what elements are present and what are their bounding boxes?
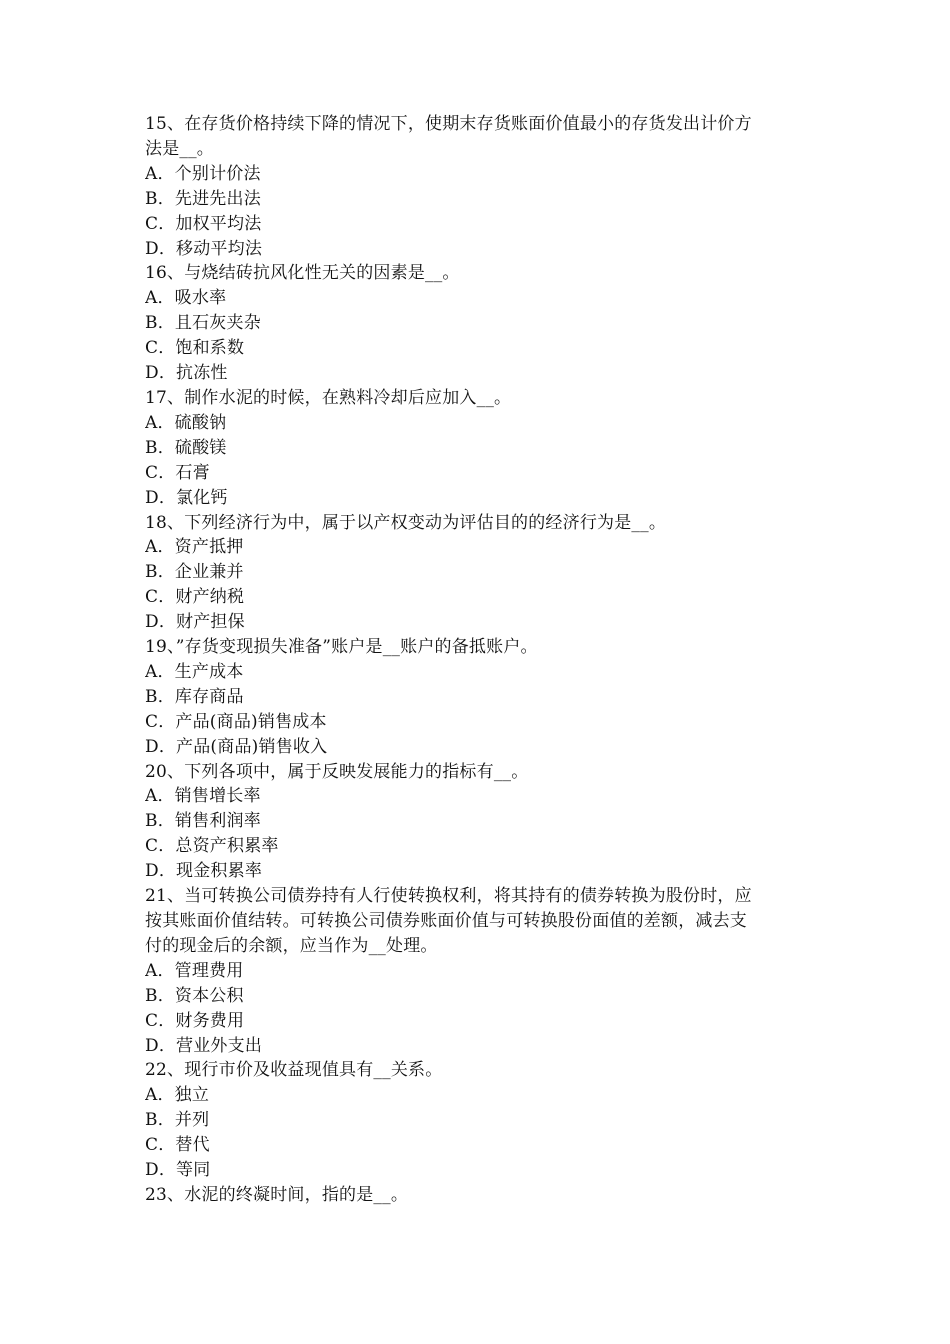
question-block bbox=[145, 1183, 813, 1208]
answer-option: D．现金积累率 bbox=[145, 861, 263, 882]
answer-option: D．财产担保 bbox=[145, 612, 245, 633]
question-block bbox=[145, 1058, 813, 1183]
question-block bbox=[145, 760, 813, 885]
answer-option: B．企业兼并 bbox=[145, 562, 244, 583]
answer-option: A．吸水率 bbox=[145, 288, 227, 309]
answer-option: B．且石灰夹杂 bbox=[145, 313, 261, 334]
answer-option: A．独立 bbox=[145, 1085, 210, 1106]
answer-option: D．营业外支出 bbox=[145, 1035, 263, 1056]
answer-option: B．库存商品 bbox=[145, 686, 244, 707]
answer-option: C．替代 bbox=[145, 1135, 210, 1156]
answer-option: B．并列 bbox=[145, 1110, 210, 1131]
answer-option: A．销售增长率 bbox=[145, 786, 261, 807]
question-stem-line: 16、与烧结砖抗风化性无关的因素是__。 bbox=[145, 263, 460, 284]
answer-option: C．石膏 bbox=[145, 462, 210, 483]
answer-option: C．产品(商品)销售成本 bbox=[145, 711, 327, 732]
question-stem-line: 按其账面价值结转。可转换公司债券账面价值与可转换股份面值的差额，减去支 bbox=[145, 911, 747, 931]
question-block bbox=[145, 635, 813, 760]
answer-option: D．抗冻性 bbox=[145, 363, 228, 384]
question-block bbox=[145, 511, 813, 636]
answer-option: A．管理费用 bbox=[145, 960, 244, 981]
answer-option: A．硫酸钠 bbox=[145, 412, 227, 433]
question-stem-line: 20、下列各项中，属于反映发展能力的指标有__。 bbox=[145, 761, 529, 782]
question-stem-line: 17、制作水泥的时候，在熟料冷却后应加入__。 bbox=[145, 387, 512, 408]
question-stem-line: 15、在存货价格持续下降的情况下，使期末存货账面价值最小的存货发出计价方 bbox=[145, 114, 752, 134]
answer-option: D．移动平均法 bbox=[145, 238, 263, 259]
question-block bbox=[145, 112, 813, 261]
answer-option: D．产品(商品)销售收入 bbox=[145, 736, 328, 757]
question-list bbox=[145, 112, 813, 1208]
question-stem-line: 19、”存货变现损失准备”账户是__账户的备抵账户。 bbox=[145, 637, 538, 658]
answer-option: C．饱和系数 bbox=[145, 338, 245, 359]
answer-option: B．销售利润率 bbox=[145, 811, 261, 832]
question-block bbox=[145, 261, 813, 386]
answer-option: B．先进先出法 bbox=[145, 188, 261, 209]
question-block bbox=[145, 884, 813, 1058]
question-stem-line: 21、当可转换公司债券持有人行使转换权利，将其持有的债券转换为股份时，应 bbox=[145, 886, 752, 907]
question-stem-line: 23、水泥的终凝时间，指的是__。 bbox=[145, 1184, 409, 1205]
answer-option: D．氯化钙 bbox=[145, 487, 228, 508]
answer-option: C．总资产积累率 bbox=[145, 836, 279, 857]
answer-option: A．生产成本 bbox=[145, 661, 244, 682]
answer-option: A．资产抵押 bbox=[145, 537, 244, 558]
question-stem-line: 法是__。 bbox=[145, 138, 214, 159]
answer-option: D．等同 bbox=[145, 1160, 211, 1181]
question-stem-line: 18、下列经济行为中，属于以产权变动为评估目的的经济行为是__。 bbox=[145, 512, 667, 533]
answer-option: B．硫酸镁 bbox=[145, 437, 227, 458]
answer-option: C．财产纳税 bbox=[145, 587, 245, 608]
question-block bbox=[145, 386, 813, 511]
answer-option: A．个别计价法 bbox=[145, 163, 261, 184]
answer-option: C．加权平均法 bbox=[145, 213, 262, 234]
question-stem-line: 付的现金后的余额，应当作为__处理。 bbox=[145, 935, 438, 956]
question-stem-line: 22、现行市价及收益现值具有__关系。 bbox=[145, 1060, 443, 1081]
answer-option: B．资本公积 bbox=[145, 985, 244, 1006]
answer-option: C．财务费用 bbox=[145, 1010, 245, 1031]
